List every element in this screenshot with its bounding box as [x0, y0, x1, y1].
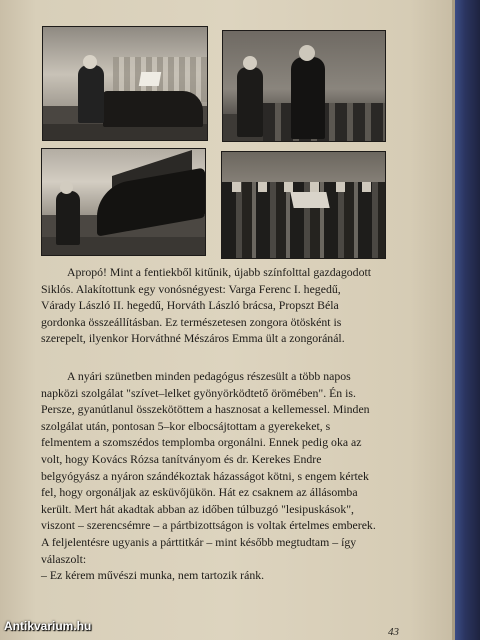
site-watermark: Antikvarium.hu	[4, 619, 92, 633]
text-line: felmentem a szomszédos templomba orgonálni. Ennek pedig oka az	[41, 435, 362, 450]
text-line: volt, hogy Kovács Rózsa tanítványom és dr. Kerekes Endre	[41, 451, 322, 466]
text-line: Apropó! Mint a fentiekből kitűnik, újabb színfolttal gazdagodott	[67, 265, 372, 279]
text-line: A nyári szünetben minden pedagógus részesült a több napos	[67, 369, 351, 383]
photo-violinist-on-stage	[42, 26, 208, 141]
text-line: Persze, gyanútlanul összekötöttem a hasznosat a kellemessel. Minden	[41, 402, 370, 417]
paragraph-summer-duty	[41, 368, 429, 584]
text-line: került. Mert hát akadtak abban az időben túlbuzgó "lesipuskások",	[41, 501, 354, 516]
book-cover-spine	[455, 0, 480, 640]
photo-conductor-and-singer	[222, 30, 386, 142]
text-line: válaszolt:	[41, 551, 87, 566]
text-line: gordonka összeállításban. Ez természetesen zongora ötösként is	[41, 314, 342, 329]
photo-pianist-grand-piano	[41, 148, 206, 256]
text-line: – Ez kérem művészi munka, nem tartozik ránk.	[41, 568, 265, 583]
paragraph-quartet	[41, 264, 429, 347]
text-line: Siklós. Alakítottunk egy vonósnégyest: Varga Ferenc I. hegedű,	[41, 281, 341, 296]
text-line: belgyógyász a nyáron szándékoztak házasságot kötni, s engem kértek	[41, 468, 369, 483]
text-line: viszont – szerencsémre – a pártbizottságon is voltak értelmes emberek.	[41, 518, 376, 533]
photo-string-quartet	[221, 151, 386, 259]
text-line: A feljelentésre ugyanis a párttitkár – mint később megtudtam – így	[41, 534, 357, 549]
text-line: szolgálat után, pontosan 5–kor elbocsájtottam a gyerekeket, s	[41, 418, 331, 433]
text-line: fel, hogy orgonáljak az esküvőjükön. Hát ez csaknem az állásomba	[41, 485, 358, 500]
text-line: szerepelt, ilyenkor Horváthné Mészáros Emma ült a zongoránál.	[41, 331, 345, 346]
text-line: napközi szolgálat "szívet–lelket gyönyörködtető örömében". Én is.	[41, 385, 356, 400]
page-number: 43	[388, 626, 399, 638]
text-line: Várady László II. hegedű, Horváth László brácsa, Propszt Béla	[41, 298, 339, 313]
